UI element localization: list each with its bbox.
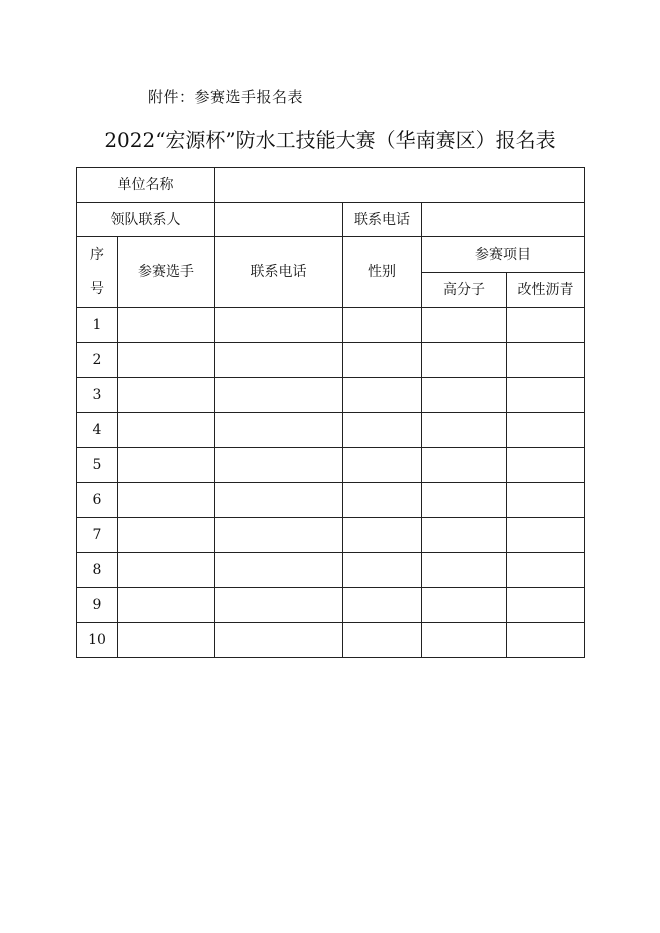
polymer-cell[interactable] <box>422 448 507 483</box>
table-row <box>77 483 585 518</box>
phone-cell[interactable] <box>215 448 343 483</box>
phone-cell[interactable] <box>215 623 343 658</box>
registration-form-table <box>76 167 585 658</box>
asphalt-cell[interactable] <box>507 518 585 553</box>
table-row <box>77 448 585 483</box>
phone-cell[interactable] <box>215 553 343 588</box>
player-cell[interactable] <box>118 448 215 483</box>
leader-label: 领队联系人 <box>77 203 215 237</box>
gender-cell[interactable] <box>343 518 422 553</box>
phone-header: 联系电话 <box>215 237 343 308</box>
phone-cell[interactable] <box>215 378 343 413</box>
leader-phone-field[interactable] <box>422 203 585 237</box>
page-title: 2022“宏源杯”防水工技能大赛（华南赛区）报名表 <box>104 128 556 152</box>
seq-header <box>77 237 118 308</box>
table-row <box>77 343 585 378</box>
row-number: 5 <box>77 448 118 483</box>
asphalt-cell[interactable] <box>507 343 585 378</box>
gender-cell[interactable] <box>343 308 422 343</box>
items-header: 参赛项目 <box>422 237 585 273</box>
gender-cell[interactable] <box>343 448 422 483</box>
unit-name-row <box>77 168 585 203</box>
polymer-cell[interactable] <box>422 483 507 518</box>
gender-cell[interactable] <box>343 378 422 413</box>
table-row <box>77 308 585 343</box>
polymer-cell[interactable] <box>422 588 507 623</box>
player-cell[interactable] <box>118 518 215 553</box>
gender-cell[interactable] <box>343 623 422 658</box>
table-row <box>77 413 585 448</box>
gender-cell[interactable] <box>343 553 422 588</box>
leader-row <box>77 203 585 237</box>
row-number: 7 <box>77 518 118 553</box>
seq-header-char-1: 序 <box>90 247 104 263</box>
row-number: 9 <box>77 588 118 623</box>
polymer-cell[interactable] <box>422 343 507 378</box>
row-number: 10 <box>77 623 118 658</box>
phone-cell[interactable] <box>215 588 343 623</box>
gender-header: 性别 <box>343 237 422 308</box>
gender-cell[interactable] <box>343 588 422 623</box>
row-number: 1 <box>77 308 118 343</box>
asphalt-cell[interactable] <box>507 553 585 588</box>
polymer-cell[interactable] <box>422 623 507 658</box>
entry-rows <box>77 308 585 658</box>
item-polymer-header: 高分子 <box>422 273 507 308</box>
header-row <box>77 237 585 273</box>
player-cell[interactable] <box>118 378 215 413</box>
player-cell[interactable] <box>118 623 215 658</box>
player-cell[interactable] <box>118 553 215 588</box>
row-number: 8 <box>77 553 118 588</box>
player-cell[interactable] <box>118 308 215 343</box>
phone-cell[interactable] <box>215 483 343 518</box>
unit-name-label: 单位名称 <box>77 168 215 203</box>
table-row <box>77 623 585 658</box>
player-header: 参赛选手 <box>118 237 215 308</box>
phone-cell[interactable] <box>215 518 343 553</box>
row-number: 4 <box>77 413 118 448</box>
asphalt-cell[interactable] <box>507 623 585 658</box>
polymer-cell[interactable] <box>422 413 507 448</box>
phone-cell[interactable] <box>215 343 343 378</box>
polymer-cell[interactable] <box>422 378 507 413</box>
asphalt-cell[interactable] <box>507 308 585 343</box>
row-number: 2 <box>77 343 118 378</box>
polymer-cell[interactable] <box>422 518 507 553</box>
asphalt-cell[interactable] <box>507 483 585 518</box>
leader-field[interactable] <box>215 203 343 237</box>
unit-name-field[interactable] <box>215 168 585 203</box>
player-cell[interactable] <box>118 343 215 378</box>
table-row <box>77 378 585 413</box>
attachment-label: 附件：参赛选手报名表 <box>148 88 304 106</box>
player-cell[interactable] <box>118 588 215 623</box>
seq-header-char-2: 号 <box>90 281 104 297</box>
phone-cell[interactable] <box>215 308 343 343</box>
row-number: 3 <box>77 378 118 413</box>
gender-cell[interactable] <box>343 413 422 448</box>
gender-cell[interactable] <box>343 483 422 518</box>
polymer-cell[interactable] <box>422 553 507 588</box>
table-row <box>77 588 585 623</box>
leader-phone-label: 联系电话 <box>343 203 422 237</box>
gender-cell[interactable] <box>343 343 422 378</box>
table-row <box>77 553 585 588</box>
phone-cell[interactable] <box>215 413 343 448</box>
player-cell[interactable] <box>118 413 215 448</box>
row-number: 6 <box>77 483 118 518</box>
asphalt-cell[interactable] <box>507 413 585 448</box>
player-cell[interactable] <box>118 483 215 518</box>
table-row <box>77 518 585 553</box>
item-asphalt-header: 改性沥青 <box>507 273 585 308</box>
asphalt-cell[interactable] <box>507 448 585 483</box>
asphalt-cell[interactable] <box>507 378 585 413</box>
asphalt-cell[interactable] <box>507 588 585 623</box>
polymer-cell[interactable] <box>422 308 507 343</box>
